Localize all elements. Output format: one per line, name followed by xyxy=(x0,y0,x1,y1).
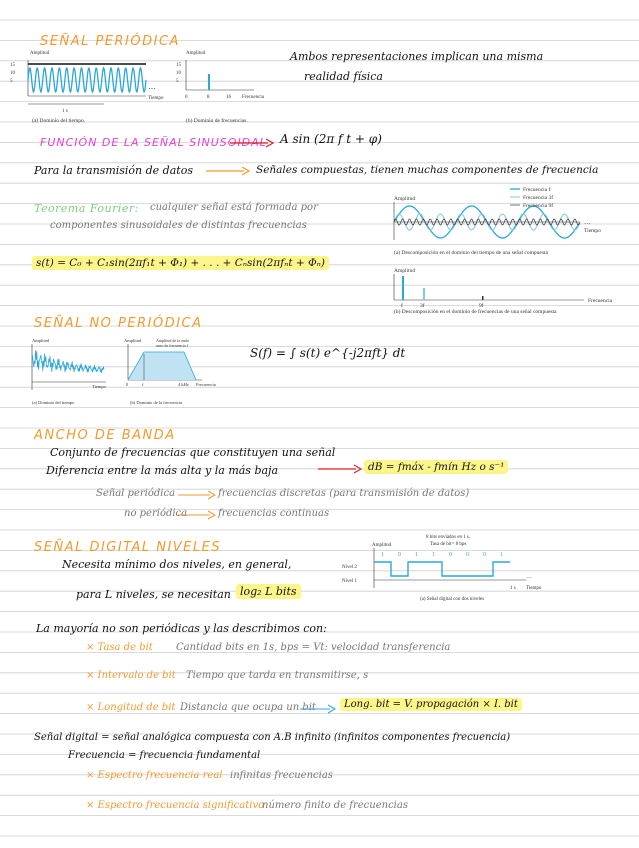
fig-tick: 0 xyxy=(126,382,129,387)
bit-label: 1 xyxy=(381,552,384,558)
frequency-bar xyxy=(423,288,425,300)
fig-xlabel: Tiempo xyxy=(584,228,601,234)
fourier-figure xyxy=(388,184,624,314)
fig-caption: (a) Dominio del tiempo. xyxy=(32,118,86,124)
fig-xlabel: Frecuencia xyxy=(588,298,613,304)
bandwidth-periodic-result: frecuencias discretas (para transmisión de datos) xyxy=(218,488,470,499)
fig-xlabel: Tiempo xyxy=(92,384,106,389)
fourier-line2: componentes sinusoidales de distintas frecuencias xyxy=(50,220,307,231)
period-label: 1 s xyxy=(62,109,68,114)
bit-label: 1 xyxy=(500,552,503,558)
arrow-icon xyxy=(230,138,274,148)
majority-text: La mayoría no son periódicas y las describimos con: xyxy=(36,622,327,635)
bit-length-formula: Long. bit = V. propagación × I. bit xyxy=(340,698,522,711)
fig-tick: 5 xyxy=(176,79,179,84)
fig-tick: f xyxy=(142,382,144,387)
fig-xlabel: Tiempo xyxy=(148,96,164,101)
periodic-frequency-figure xyxy=(176,46,276,128)
spectrum-area xyxy=(128,352,196,380)
level-label: Nivel 1 xyxy=(342,579,357,584)
sinusoid-formula: A sin (2π f t + φ) xyxy=(280,132,382,146)
periodic-time-figure xyxy=(8,46,178,128)
fig-ylabel: Amplitud xyxy=(186,51,206,56)
periodic-note-line1: Ambos representaciones implican una misma xyxy=(290,50,544,63)
digital-signal-figure xyxy=(340,532,550,612)
bit-label: 0 xyxy=(483,552,486,558)
bit-label: 0 xyxy=(398,552,401,558)
arrow-icon xyxy=(318,464,362,474)
svg-text:…: … xyxy=(526,574,532,580)
nonperiodic-frequency-figure xyxy=(122,334,222,408)
section-title-sinusoid: FUNCIÓN DE LA SEÑAL SINUSOIDAL xyxy=(40,136,267,149)
bit-rate-label: × Tasa de bit xyxy=(86,642,153,653)
digital-analog-text: Señal digital = señal analógica compuesta con A.B infinito (infinitos componentes frecuencia) xyxy=(34,732,511,743)
digital-line2: para L niveles, se necesitan xyxy=(76,588,231,601)
nonperiodic-wave xyxy=(32,350,104,373)
significant-spectrum-text: número finito de frecuencias xyxy=(262,800,408,811)
fig-caption: (b) Descomposición en el dominio de frecuencias de una señal compuesta xyxy=(394,309,557,314)
fig-caption: (b) Dominio de la frecuencia xyxy=(130,400,182,405)
fig-tick: 16 xyxy=(226,95,231,100)
fourier-line1: cualquier señal está formada por xyxy=(150,202,318,213)
arrow-icon xyxy=(300,704,336,714)
legend-item: Frecuencia 9f xyxy=(523,203,554,209)
real-spectrum-text: infinitas frecuencias xyxy=(230,770,333,781)
bandwidth-nonperiodic: no periódica xyxy=(124,508,188,519)
section-title-fourier: Teorema Fourier: xyxy=(34,202,139,215)
section-title-bandwidth: ANCHO DE BANDA xyxy=(34,428,176,443)
fourier-formula: s(t) = C₀ + C₁sin(2πf₁t + Φ₁) + . . . + Cₙsin(2πfₙt + Φₙ) xyxy=(32,256,329,270)
bit-interval-label: × Intervalo de bit xyxy=(86,670,176,681)
bit-label: 1 xyxy=(432,552,435,558)
real-spectrum-label: × Espectro frecuencia real xyxy=(86,770,223,781)
bandwidth-line2: Diferencia entre la más alta y la más baja xyxy=(46,464,279,477)
frequency-bar xyxy=(482,296,484,300)
fig-ylabel: Amplitud xyxy=(394,268,416,274)
fig-caption: (a) Señal digital con dos niveles xyxy=(420,597,485,602)
legend-item: Frecuencia 3f xyxy=(523,195,554,201)
bit-label: 0 xyxy=(466,552,469,558)
fig-tick: 15 xyxy=(176,63,181,68)
svg-text:…: … xyxy=(148,82,156,91)
bit-label: 1 xyxy=(415,552,418,558)
arrow-icon xyxy=(178,510,216,520)
fig-ylabel: Amplitud xyxy=(32,338,50,343)
fig-tick: 5 xyxy=(10,79,13,84)
fig-header: 8 bits enviados en 1 s. xyxy=(426,535,471,540)
transmission-text: Para la transmisión de datos xyxy=(34,164,193,177)
digital-highlight: log₂ L bits xyxy=(236,584,301,599)
fig-tick: 15 xyxy=(10,63,15,68)
fourier-transform-formula: S(f) = ∫ s(t) e^{-j2πft} dt xyxy=(250,346,406,360)
section-title-nonperiodic: SEÑAL NO PERIÓDICA xyxy=(34,316,203,331)
fig-caption: (b) Dominio de frecuencias. xyxy=(186,118,248,124)
fig-ylabel: Amplitud xyxy=(124,338,142,343)
fig-tick: 4 kHz xyxy=(178,382,189,387)
arrow-icon xyxy=(206,166,250,176)
bandwidth-periodic: Señal periódica xyxy=(96,488,176,499)
fig-ylabel: Amplitud xyxy=(30,51,50,56)
fig-tick: 10 xyxy=(10,71,15,76)
bit-length-label: × Longitud de bit xyxy=(86,702,176,713)
fig-caption: (a) Descomposición en el dominio del tiempo de una señal compuesta xyxy=(394,250,548,256)
significant-spectrum-label: × Espectro frecuencia significativo xyxy=(86,800,265,811)
fig-annotation: Amplitud de la onda xyxy=(156,338,189,343)
bandwidth-nonperiodic-result: frecuencias continuas xyxy=(218,508,330,519)
fig-xlabel: Frecuencia xyxy=(196,382,216,387)
fig-xlabel: Tiempo xyxy=(526,586,542,591)
fig-ylabel: Amplitud xyxy=(394,196,416,202)
bit-interval-text: Tiempo que tarda en transmitirse, s xyxy=(186,670,369,681)
fig-caption: (a) Dominio del tiempo xyxy=(32,400,75,405)
fundamental-text: Frecuencia = frecuencia fundamental xyxy=(68,750,261,761)
section-title-periodic: SEÑAL PERIÓDICA xyxy=(40,34,180,49)
digital-wave xyxy=(374,562,510,576)
bit-rate-text: Cantidad bits en 1s, bps = Vt: velocidad transferencia xyxy=(176,642,451,653)
section-title-digital: SEÑAL DIGITAL NIVELES xyxy=(34,540,222,555)
sine-wave xyxy=(28,68,146,92)
fig-ylabel: Amplitud xyxy=(372,543,392,548)
frequency-bar xyxy=(402,276,404,300)
level-label: Nivel 2 xyxy=(342,565,357,570)
fig-annotation: seno de frecuencia f xyxy=(156,343,189,348)
composite-text: Señales compuestas, tienen muchas componentes de frecuencia xyxy=(256,164,599,176)
bit-label: 0 xyxy=(449,552,452,558)
fig-tick: 10 xyxy=(176,71,181,76)
fig-tick: 1 s xyxy=(510,586,516,591)
svg-text:…: … xyxy=(584,218,591,226)
fig-tick: 9f xyxy=(479,303,484,309)
fig-xlabel: Frecuencia xyxy=(242,95,264,100)
arrow-icon xyxy=(178,490,216,500)
fig-header: Tasa de bit= 8 bps xyxy=(430,542,467,547)
frequency-bar xyxy=(208,74,210,90)
fig-tick: 8 xyxy=(207,95,210,100)
bit-length-text: Distancia que ocupa un bit xyxy=(180,702,316,713)
periodic-note-line2: realidad física xyxy=(304,70,383,83)
bandwidth-line1: Conjunto de frecuencias que constituyen una señal xyxy=(50,446,336,459)
digital-line1: Necesita mínimo dos niveles, en general, xyxy=(62,558,292,571)
fig-tick: 3f xyxy=(420,303,425,309)
legend-item: Frecuencia f xyxy=(523,187,551,193)
bandwidth-formula: dB = fmáx - fmín Hz o s⁻¹ xyxy=(364,460,508,474)
nonperiodic-time-figure xyxy=(26,334,122,408)
fig-tick: f xyxy=(401,303,403,309)
fig-tick: 0 xyxy=(185,95,188,100)
